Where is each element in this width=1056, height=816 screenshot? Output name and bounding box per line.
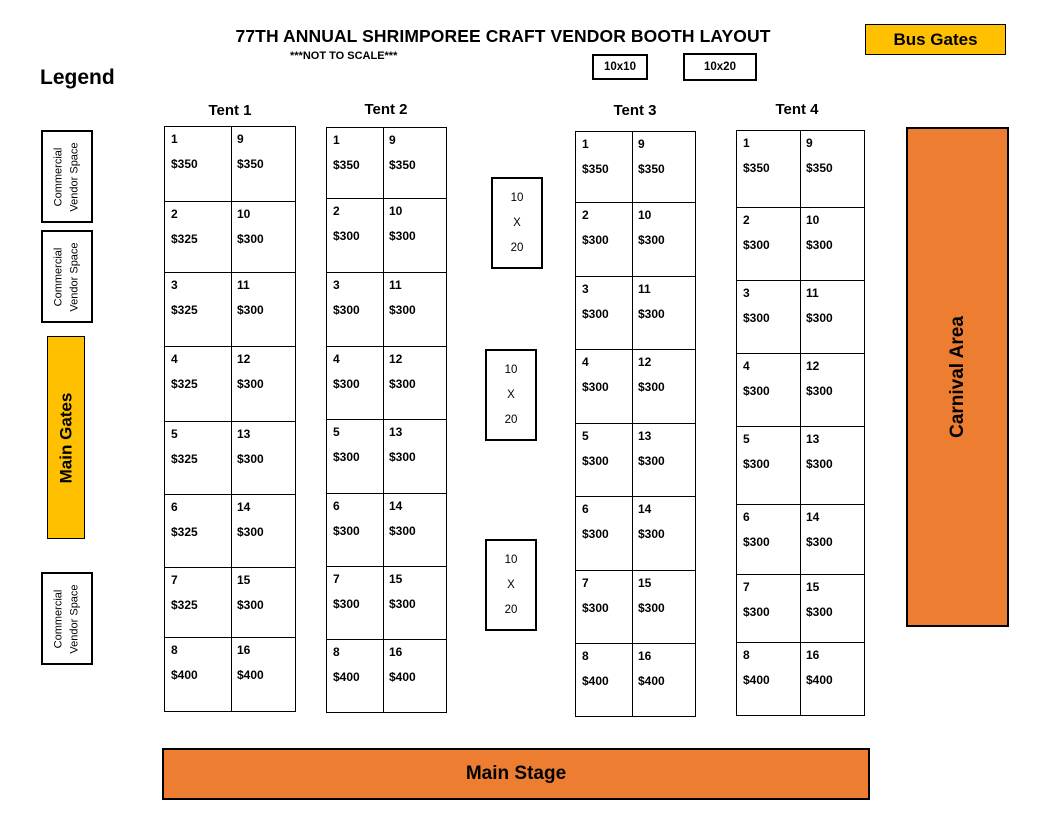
booth-price: $350 [806,161,833,175]
booth-number: 8 [582,649,589,663]
booth-price: $300 [743,238,770,252]
booth-number: 12 [389,352,403,366]
booth-number: 2 [171,207,178,221]
booth-price: $350 [237,157,264,171]
booth-price: $300 [582,233,609,247]
booth-row [576,202,695,277]
standalone-10x20-booth-1 [491,177,543,269]
booth-price: $300 [237,232,264,246]
booth-price: $300 [582,454,609,468]
booth-number: 1 [171,132,178,146]
booth-number: 15 [806,580,820,594]
booth-number: 7 [582,576,589,590]
booth-number: 5 [743,432,750,446]
booth-row [327,566,446,640]
booth-number: 6 [333,499,340,513]
booth-row [327,493,446,567]
booth-price: $400 [237,668,264,682]
booth-number: 15 [638,576,652,590]
booth-number: 8 [171,643,178,657]
booth-price: $300 [638,601,665,615]
page-title: 77TH ANNUAL SHRIMPOREE CRAFT VENDOR BOOTH LAYOUT [235,26,771,46]
booth-row [576,276,695,350]
booth-price: $325 [171,377,198,391]
booth-price: $300 [237,525,264,539]
booth-price: $325 [171,452,198,466]
booth-number: 13 [638,429,652,443]
legend-title: Legend [40,66,115,89]
main-gates-label: Main Gates [56,392,76,483]
tent-1 [164,126,296,712]
booth-number: 6 [743,510,750,524]
legend-10x10 [592,54,648,80]
booth-number: 10 [638,208,652,222]
booth-price: $300 [743,457,770,471]
booth-price: $300 [237,598,264,612]
booth-row [165,567,295,638]
booth-dim-x: X [507,579,515,591]
booth-dim-bottom: 20 [504,414,518,426]
booth-price: $325 [171,303,198,317]
booth-price: $300 [389,450,416,464]
booth-number: 9 [389,133,396,147]
booth-price: $300 [638,233,665,247]
booth-row [165,637,295,714]
commercial-vendor-line1: Commercial [53,247,65,306]
commercial-vendor-space-2 [41,230,93,323]
booth-row [737,642,864,718]
booth-number: 3 [333,278,340,292]
booth-price: $300 [806,535,833,549]
bus-gates [865,24,1006,55]
booth-number: 13 [237,427,251,441]
booth-price: $400 [582,674,609,688]
booth-number: 6 [171,500,178,514]
booth-price: $300 [237,303,264,317]
booth-number: 11 [237,278,250,292]
legend-10x10-label: 10x10 [604,61,636,73]
booth-row [165,346,295,422]
booth-number: 8 [743,648,750,662]
booth-price: $350 [171,157,198,171]
booth-price: $350 [333,158,360,172]
booth-row [737,131,864,207]
booth-dim-top: 10 [504,554,518,566]
booth-number: 11 [389,278,402,292]
booth-price: $300 [389,229,416,243]
booth-price: $300 [638,527,665,541]
booth-price: $300 [389,597,416,611]
booth-price: $400 [743,673,770,687]
booth-price: $300 [638,454,665,468]
booth-price: $300 [389,303,416,317]
booth-number: 14 [237,500,251,514]
commercial-vendor-line2: Vendor Space [69,583,81,654]
main-stage-label: Main Stage [465,763,567,784]
booth-number: 9 [638,137,645,151]
commercial-vendor-line2: Vendor Space [69,241,81,312]
commercial-vendor-line2: Vendor Space [69,141,81,212]
booth-price: $400 [389,670,416,684]
carnival-area-label: Carnival Area [946,316,968,438]
booth-number: 7 [171,573,178,587]
booth-price: $300 [743,384,770,398]
bus-gates-label: Bus Gates [893,29,978,49]
tent-2 [326,127,447,713]
tent-3-label: Tent 3 [613,102,657,119]
booth-price: $400 [333,670,360,684]
booth-row [576,496,695,571]
booth-row [737,574,864,643]
booth-price: $350 [743,161,770,175]
booth-number: 10 [389,204,403,218]
booth-price: $300 [638,307,665,321]
booth-number: 12 [237,352,251,366]
booth-number: 2 [582,208,589,222]
booth-row [327,272,446,347]
booth-dim-bottom: 20 [510,242,524,254]
booth-price: $350 [389,158,416,172]
booth-number: 16 [638,649,652,663]
booth-price: $300 [333,450,360,464]
booth-number: 15 [237,573,251,587]
booth-number: 1 [743,136,750,150]
booth-price: $300 [333,229,360,243]
booth-number: 5 [582,429,589,443]
legend-10x20 [683,53,757,81]
booth-number: 13 [806,432,820,446]
booth-row [165,127,295,201]
booth-number: 7 [743,580,750,594]
tent-4-label: Tent 4 [775,101,819,118]
booth-dim-bottom: 20 [504,604,518,616]
booth-row [576,643,695,719]
booth-price: $300 [582,601,609,615]
booth-price: $300 [582,307,609,321]
booth-row [576,349,695,424]
booth-price: $300 [743,605,770,619]
booth-number: 1 [333,133,340,147]
booth-number: 13 [389,425,403,439]
legend-10x20-label: 10x20 [704,61,736,73]
booth-price: $300 [582,527,609,541]
booth-number: 14 [806,510,820,524]
booth-number: 15 [389,572,403,586]
booth-number: 3 [171,278,178,292]
tent-2-label: Tent 2 [364,101,408,118]
booth-dim-x: X [507,389,515,401]
booth-price: $300 [389,524,416,538]
booth-row [737,426,864,505]
booth-row [165,421,295,495]
booth-number: 11 [638,282,651,296]
booth-price: $350 [638,162,665,176]
tent-1-label: Tent 1 [208,102,252,119]
booth-number: 3 [743,286,750,300]
booth-row [737,280,864,354]
standalone-10x20-booth-3 [485,539,537,631]
standalone-10x20-booth-2 [485,349,537,441]
booth-row [327,198,446,273]
booth-number: 10 [237,207,251,221]
booth-number: 12 [638,355,652,369]
commercial-vendor-line1: Commercial [53,147,65,206]
booth-row [165,494,295,568]
booth-number: 4 [171,352,178,366]
booth-price: $325 [171,232,198,246]
booth-number: 6 [582,502,589,516]
booth-row [327,346,446,420]
booth-number: 11 [806,286,819,300]
booth-row [165,272,295,347]
booth-row [327,419,446,494]
booth-number: 3 [582,282,589,296]
booth-number: 2 [333,204,340,218]
booth-number: 9 [237,132,244,146]
booth-number: 2 [743,213,750,227]
booth-number: 4 [333,352,340,366]
booth-row [576,132,695,202]
booth-price: $300 [389,377,416,391]
booth-price: $300 [806,311,833,325]
booth-price: $300 [333,597,360,611]
booth-price: $400 [171,668,198,682]
booth-price: $300 [806,457,833,471]
booth-number: 14 [638,502,652,516]
booth-number: 16 [806,648,820,662]
booth-dim-x: X [513,217,521,229]
booth-number: 1 [582,137,589,151]
booth-price: $300 [806,384,833,398]
booth-row [576,423,695,497]
booth-number: 10 [806,213,820,227]
commercial-vendor-line1: Commercial [53,589,65,648]
booth-price: $300 [806,605,833,619]
booth-price: $300 [237,452,264,466]
booth-price: $300 [582,380,609,394]
booth-price: $325 [171,525,198,539]
carnival-area [906,127,1009,627]
booth-price: $325 [171,598,198,612]
booth-price: $300 [333,303,360,317]
booth-dim-top: 10 [504,364,518,376]
booth-dim-top: 10 [510,192,524,204]
booth-row [165,201,295,273]
booth-number: 4 [743,359,750,373]
booth-number: 9 [806,136,813,150]
booth-number: 8 [333,645,340,659]
booth-number: 4 [582,355,589,369]
main-gates [47,336,85,539]
booth-number: 7 [333,572,340,586]
tent-3 [575,131,696,717]
booth-row [737,504,864,575]
main-stage [162,748,870,800]
booth-price: $400 [806,673,833,687]
booth-row [576,570,695,644]
booth-number: 5 [333,425,340,439]
not-to-scale-note: ***NOT TO SCALE*** [290,50,398,62]
booth-price: $300 [806,238,833,252]
booth-row [327,639,446,715]
booth-row [737,353,864,427]
booth-row [327,128,446,198]
booth-price: $350 [582,162,609,176]
booth-price: $300 [333,524,360,538]
booth-row [737,207,864,281]
commercial-vendor-space-1 [41,130,93,223]
booth-price: $300 [638,380,665,394]
booth-price: $300 [743,535,770,549]
booth-price: $400 [638,674,665,688]
booth-price: $300 [237,377,264,391]
tent-4 [736,130,865,716]
booth-number: 5 [171,427,178,441]
booth-number: 14 [389,499,403,513]
commercial-vendor-space-3 [41,572,93,665]
booth-number: 16 [237,643,251,657]
booth-price: $300 [333,377,360,391]
booth-price: $300 [743,311,770,325]
booth-number: 16 [389,645,403,659]
booth-number: 12 [806,359,820,373]
